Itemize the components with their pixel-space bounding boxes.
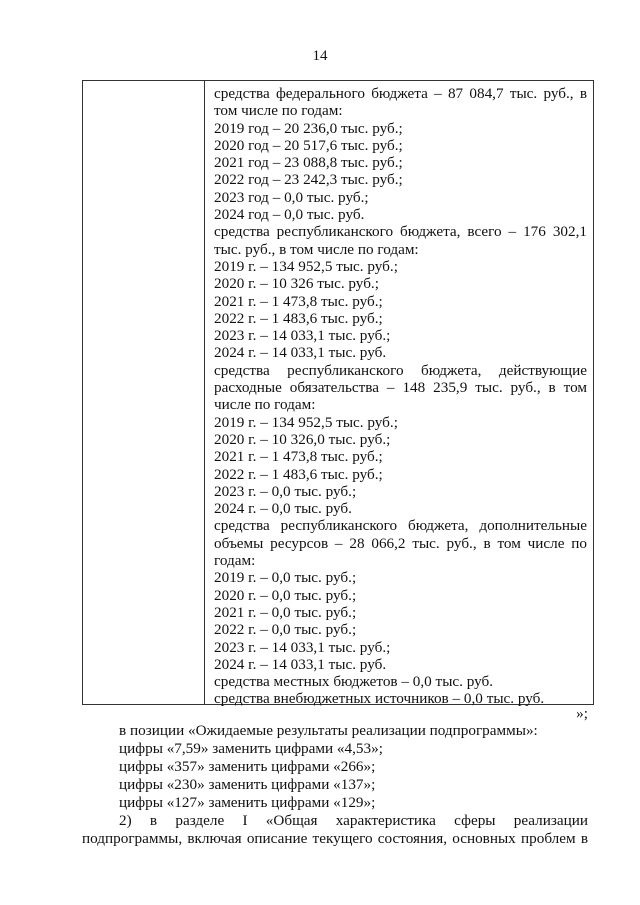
replacement-line: цифры «127» заменить цифрами «129»; bbox=[119, 794, 376, 811]
current-obligations-intro: средства республиканского бюджета, действующие расходные обязательства – 148 235,9 тыс. руб., в том числе по годам: bbox=[214, 361, 587, 414]
federal-year-2021: 2021 год – 23 088,8 тыс. руб.; bbox=[214, 154, 403, 172]
replacement-line: цифры «357» заменить цифрами «266»; bbox=[119, 758, 376, 775]
section-paragraph: 2) в разделе I «Общая характеристика сферы реализации подпрограммы, включая описание текущего состояния, основных проблем в bbox=[82, 812, 588, 847]
table-left-column bbox=[83, 81, 205, 704]
additional-resources-intro: средства республиканского бюджета, дополнительные объемы ресурсов – 28 066,2 тыс. руб., в том числе по годам: bbox=[214, 517, 587, 570]
current-year-2022: 2022 г. – 1 483,6 тыс. руб.; bbox=[214, 465, 383, 483]
page-number: 14 bbox=[312, 48, 328, 64]
republic-year-2024: 2024 г. – 14 033,1 тыс. руб. bbox=[214, 344, 387, 362]
republic-budget-intro: средства республиканского бюджета, всего – 176 302,1 тыс. руб., в том числе по годам: bbox=[214, 223, 587, 258]
federal-year-2019: 2019 год – 20 236,0 тыс. руб.; bbox=[214, 119, 403, 137]
additional-year-2023: 2023 г. – 14 033,1 тыс. руб.; bbox=[214, 638, 391, 656]
extrabudgetary-line: средства внебюджетных источников – 0,0 тыс. руб. bbox=[214, 690, 545, 708]
local-budget-line: средства местных бюджетов – 0,0 тыс. руб. bbox=[214, 673, 494, 691]
additional-year-2020: 2020 г. – 0,0 тыс. руб.; bbox=[214, 586, 357, 604]
position-line: в позиции «Ожидаемые результаты реализации подпрограммы»: bbox=[119, 722, 538, 739]
federal-year-2020: 2020 год – 20 517,6 тыс. руб.; bbox=[214, 136, 403, 154]
table-right-column bbox=[206, 81, 593, 708]
additional-year-2019: 2019 г. – 0,0 тыс. руб.; bbox=[214, 569, 357, 587]
current-year-2019: 2019 г. – 134 952,5 тыс. руб.; bbox=[214, 413, 398, 431]
replacement-line: цифры «7,59» заменить цифрами «4,53»; bbox=[119, 740, 383, 757]
additional-year-2024: 2024 г. – 14 033,1 тыс. руб. bbox=[214, 655, 387, 673]
republic-year-2021: 2021 г. – 1 473,8 тыс. руб.; bbox=[214, 292, 383, 310]
republic-year-2022: 2022 г. – 1 483,6 тыс. руб.; bbox=[214, 309, 383, 327]
federal-year-2024: 2024 год – 0,0 тыс. руб. bbox=[214, 206, 365, 224]
current-year-2020: 2020 г. – 10 326,0 тыс. руб.; bbox=[214, 430, 391, 448]
current-year-2024: 2024 г. – 0,0 тыс. руб. bbox=[214, 500, 352, 518]
federal-budget-intro: средства федерального бюджета – 87 084,7 тыс. руб., в том числе по годам: bbox=[214, 85, 587, 120]
current-year-2021: 2021 г. – 1 473,8 тыс. руб.; bbox=[214, 448, 383, 466]
replacement-line: цифры «230» заменить цифрами «137»; bbox=[119, 776, 376, 793]
republic-year-2020: 2020 г. – 10 326 тыс. руб.; bbox=[214, 275, 379, 293]
republic-year-2019: 2019 г. – 134 952,5 тыс. руб.; bbox=[214, 257, 398, 275]
federal-year-2023: 2023 год – 0,0 тыс. руб.; bbox=[214, 188, 369, 206]
closing-quote: »; bbox=[576, 705, 588, 722]
republic-year-2023: 2023 г. – 14 033,1 тыс. руб.; bbox=[214, 327, 391, 345]
additional-year-2022: 2022 г. – 0,0 тыс. руб.; bbox=[214, 621, 357, 639]
funding-table bbox=[82, 80, 594, 708]
additional-year-2021: 2021 г. – 0,0 тыс. руб.; bbox=[214, 603, 357, 621]
body-text bbox=[82, 722, 588, 848]
current-year-2023: 2023 г. – 0,0 тыс. руб.; bbox=[214, 482, 357, 500]
federal-year-2022: 2022 год – 23 242,3 тыс. руб.; bbox=[214, 171, 403, 189]
